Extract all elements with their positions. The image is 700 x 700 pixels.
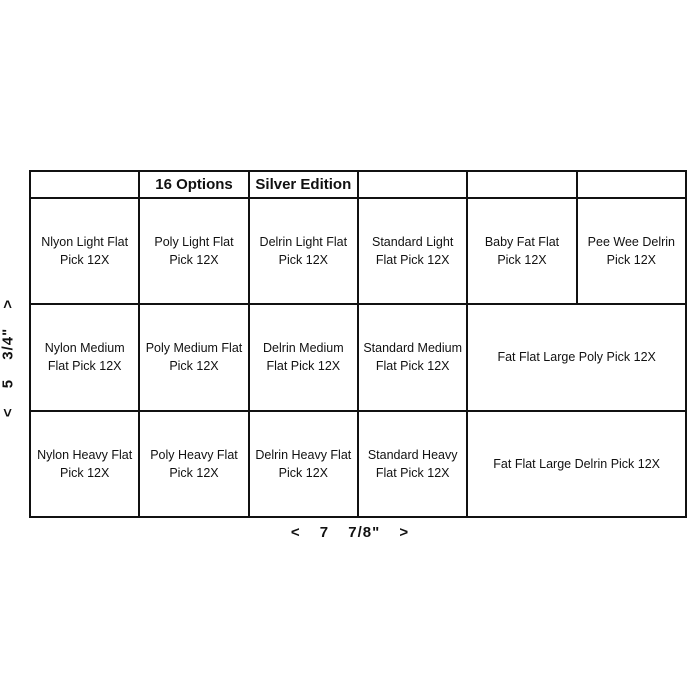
header-cell-5	[468, 172, 575, 197]
pick-cell: Nylon Medium Flat Pick 12X	[31, 305, 138, 409]
pick-cell: Delrin Heavy Flat Pick 12X	[250, 412, 357, 516]
width-dimension-label: < 7 7/8" >	[290, 524, 410, 541]
pick-cell: Poly Medium Flat Pick 12X	[140, 305, 247, 409]
pick-cell-wide: Fat Flat Large Delrin Pick 12X	[468, 412, 685, 516]
pick-layout-grid	[29, 170, 687, 518]
pick-cell: Nlyon Light Flat Pick 12X	[31, 199, 138, 303]
header-cell-1	[31, 172, 138, 197]
pick-cell: Poly Heavy Flat Pick 12X	[140, 412, 247, 516]
height-dimension-label: < 5 3/4" >	[0, 298, 17, 418]
pick-cell: Standard Heavy Flat Pick 12X	[359, 412, 466, 516]
pick-cell: Poly Light Flat Pick 12X	[140, 199, 247, 303]
pick-cell: Baby Fat Flat Pick 12X	[468, 199, 575, 303]
pick-cell: Standard Medium Flat Pick 12X	[359, 305, 466, 409]
pick-cell: Standard Light Flat Pick 12X	[359, 199, 466, 303]
header-cell-6	[578, 172, 685, 197]
pick-cell: Delrin Light Flat Pick 12X	[250, 199, 357, 303]
header-cell-4	[359, 172, 466, 197]
header-edition-title: Silver Edition	[250, 172, 357, 197]
pick-cell: Delrin Medium Flat Pick 12X	[250, 305, 357, 409]
pick-cell-wide: Fat Flat Large Poly Pick 12X	[468, 305, 685, 409]
pick-cell: Pee Wee Delrin Pick 12X	[578, 199, 685, 303]
pick-cell: Nylon Heavy Flat Pick 12X	[31, 412, 138, 516]
header-options-count: 16 Options	[140, 172, 247, 197]
